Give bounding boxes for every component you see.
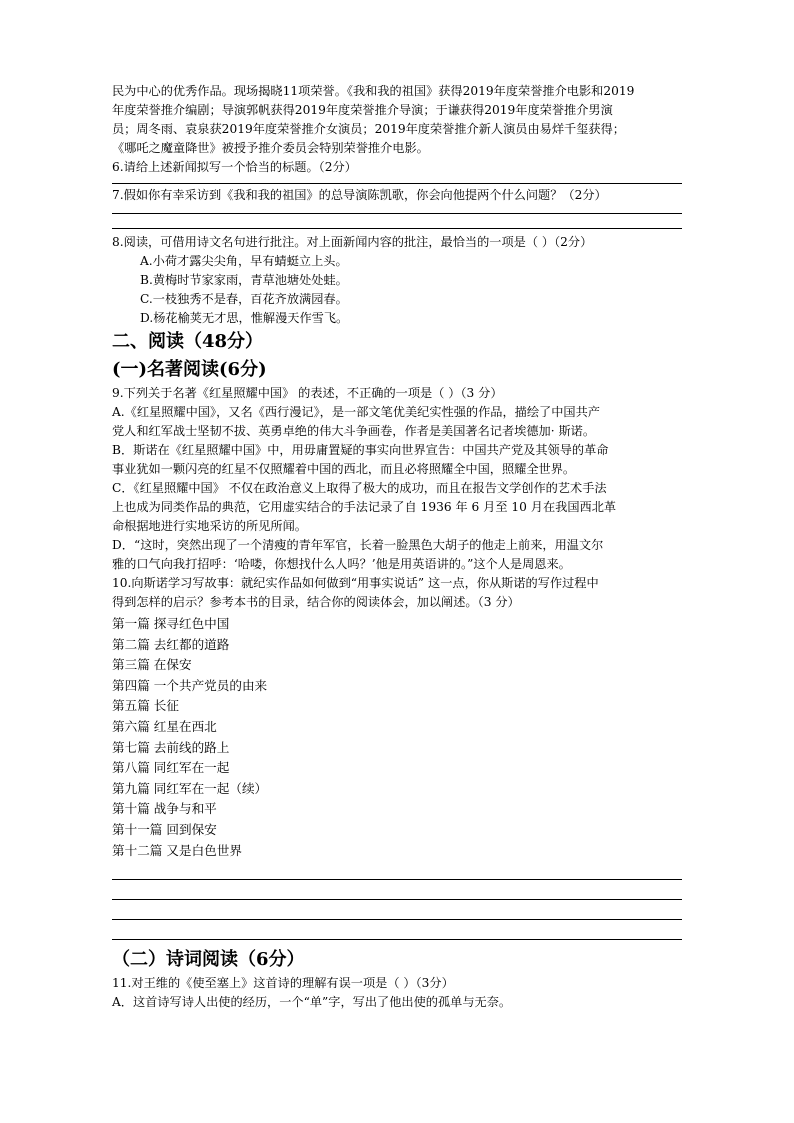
news-line: 年度荣誉推介编剧；导演郭帆获得2019年度荣誉推介导演；于谦获得2019年度荣誉推介男演 bbox=[112, 103, 613, 117]
section-2-heading: 二、阅读（48分） bbox=[112, 331, 264, 352]
question-8-stem: 8.阅读，可借用诗文名句进行批注。对上面新闻内容的批注，最恰当的一项是（ ）（2分） bbox=[112, 235, 593, 249]
question-10 bbox=[112, 574, 682, 612]
exam-page bbox=[112, 82, 682, 1012]
question-8 bbox=[112, 233, 682, 328]
question-9-option-a-cont: 党人和红军战士坚韧不拔、英勇卓绝的伟大斗争画卷，作者是美国著名记者埃德加· 斯诺。 bbox=[112, 424, 596, 438]
toc-item: 第一篇 探寻红色中国 bbox=[112, 616, 230, 631]
question-9 bbox=[112, 384, 682, 574]
news-line: 《哪吒之魔童降世》被授予推介委员会特别荣誉推介电影。 bbox=[112, 141, 429, 155]
question-9-option-d-cont: 雅的口气向我打招呼：‘哈喽，你想找什么人吗？’他是用英语讲的。”这个人是周恩来。 bbox=[112, 557, 571, 571]
toc-item: 第十二篇 又是白色世界 bbox=[112, 842, 242, 858]
section-2b-heading: （二）诗词阅读（6分） bbox=[112, 949, 305, 971]
news-line: 民为中心的优秀作品。现场揭晓11项荣誉。《我和我的祖国》获得2019年度荣誉推介电影和2019 bbox=[112, 84, 635, 98]
question-8-option-d: D.杨花榆荚无才思，惟解漫天作雪飞。 bbox=[140, 311, 349, 325]
question-10-stem: 10.向斯诺学习写故事：就纪实作品如何做到“用事实说话” 这一点，你从斯诺的写作过程中 bbox=[112, 576, 599, 590]
question-11 bbox=[112, 974, 682, 1012]
question-9-option-b-cont: 事业犹如一颗闪亮的红星不仅照耀着中国的西北，而且必将照耀全中国，照耀全世界。 bbox=[112, 462, 576, 476]
question-9-option-c: C．《红星照耀中国》 不仅在政治意义上取得了极大的成功，而且在报告文学创作的艺术手法 bbox=[112, 481, 607, 495]
question-8-option-b: B.黄梅时节家家雨，青草池塘处处蛙。 bbox=[140, 273, 348, 287]
question-10-stem-cont: 得到怎样的启示？参考本书的目录，结合你的阅读体会，加以阐述。（3 分） bbox=[112, 595, 520, 609]
question-7: 7.假如你有幸采访到《我和我的祖国》的总导演陈凯歌，你会向他提两个什么问题？（2分） bbox=[112, 188, 607, 202]
question-8-option-c: C.一枝独秀不是春，百花齐放满园春。 bbox=[140, 292, 348, 306]
news-passage bbox=[112, 82, 682, 158]
question-6: 6.请给上述新闻拟写一个恰当的标题。（2分） bbox=[112, 160, 357, 174]
question-11-option-a: A．这首诗写诗人出使的经历，一个“单”字，写出了他出使的孤单与无奈。 bbox=[112, 995, 512, 1010]
news-line: 员；周冬雨、袁泉获2019年度荣誉推介女演员；2019年度荣誉推介新人演员由易烊千玺获得； bbox=[112, 122, 625, 136]
question-9-stem: 9.下列关于名著《红星照耀中国》 的表述，不正确的一项是（ ）（3 分） bbox=[112, 386, 503, 400]
toc-item: 第七篇 去前线的路上 bbox=[112, 739, 230, 755]
question-9-option-b: B．斯诺在《红星照耀中国》中，用毋庸置疑的事实向世界宣告：中国共产党及其领导的革命 bbox=[112, 443, 609, 457]
toc-item: 第六篇 红星在西北 bbox=[112, 718, 217, 734]
toc-item: 第十篇 战争与和平 bbox=[112, 801, 217, 817]
toc-item: 第五篇 长征 bbox=[112, 698, 179, 714]
question-8-option-a: A.小荷才露尖尖角，早有蜻蜓立上头。 bbox=[140, 254, 348, 268]
question-9-option-c-cont: 上也成为同类作品的典范，它用虚实结合的手法记录了自 1936 年 6 月至 10 月在我国西北革 bbox=[112, 500, 617, 514]
toc-item: 第三篇 在保安 bbox=[112, 657, 192, 673]
question-9-option-c-cont2: 命根据地进行实地采访的所见所闻。 bbox=[112, 519, 307, 533]
toc-item: 第十一篇 回到保安 bbox=[112, 821, 217, 837]
toc-item: 第二篇 去红都的道路 bbox=[112, 636, 230, 652]
toc-item: 第八篇 同红军在一起 bbox=[112, 760, 230, 776]
toc-item: 第四篇 一个共产党员的由来 bbox=[112, 677, 268, 693]
section-2a-heading: (一)名著阅读(6分) bbox=[112, 359, 267, 380]
question-11-stem: 11.对王维的《使至塞上》这首诗的理解有误一项是（ ）（3分） bbox=[112, 976, 454, 991]
table-of-contents bbox=[112, 614, 682, 861]
question-9-option-d: D．“这时，突然出现了一个清瘦的青年军官，长着一脸黑色大胡子的他走上前来，用温文尔 bbox=[112, 538, 604, 552]
question-9-option-a: A.《红星照耀中国》，又名《西行漫记》，是一部文笔优美纪实性强的作品，描绘了中国共产 bbox=[112, 405, 600, 419]
toc-item: 第九篇 同红军在一起（续） bbox=[112, 780, 268, 796]
